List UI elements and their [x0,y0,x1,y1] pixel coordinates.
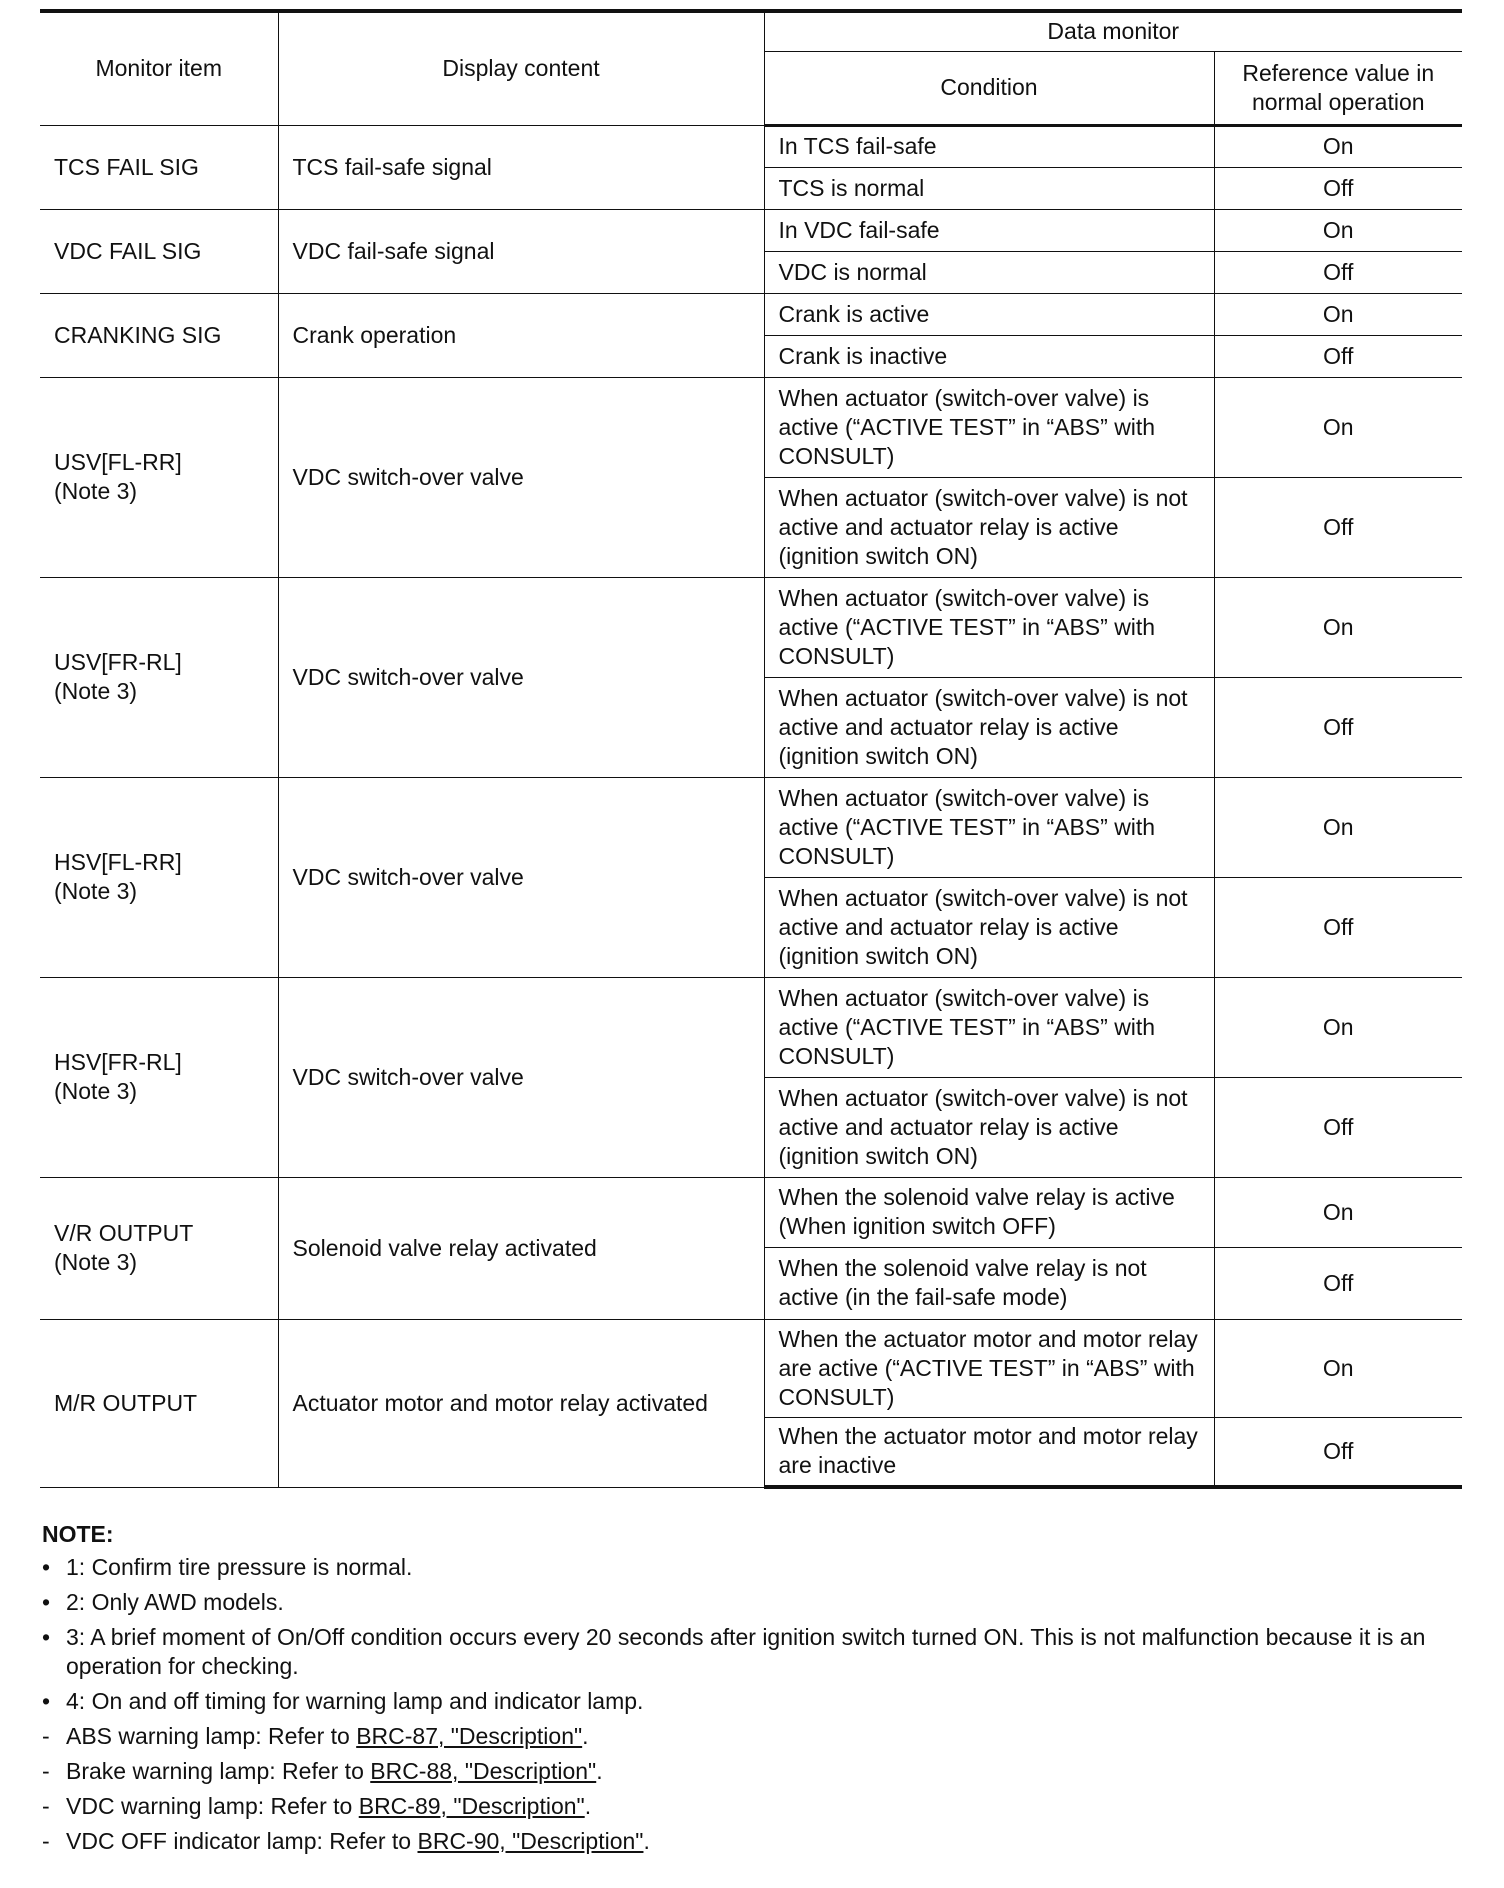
condition-cell: When the solenoid valve relay is not active (in the fail-safe mode) [764,1247,1214,1319]
table-body [40,125,1462,1487]
lamp-reference-text [66,1757,1462,1786]
condition-cell: When actuator (switch-over valve) is not active and actuator relay is active (ignition switch ON) [764,677,1214,777]
monitor-item-cell [40,977,278,1177]
condition-cell: Crank is active [764,293,1214,335]
reference-value-cell: Off [1214,877,1462,977]
dash-icon: - [42,1758,50,1784]
lamp-reference-text [66,1792,1462,1821]
monitor-item-line: (Note 3) [54,878,138,904]
condition-cell: When actuator (switch-over valve) is active (“ACTIVE TEST” in “ABS” with CONSULT) [764,977,1214,1077]
condition-cell: When actuator (switch-over valve) is not active and actuator relay is active (ignition switch ON) [764,477,1214,577]
monitor-item-line: USV[FR-RL] [54,649,182,675]
lamp-reference-text [66,1827,1462,1856]
reference-value-cell: On [1214,125,1462,167]
condition-cell: VDC is normal [764,251,1214,293]
monitor-item-line: (Note 3) [54,478,138,504]
condition-cell: When actuator (switch-over valve) is active (“ACTIVE TEST” in “ABS” with CONSULT) [764,777,1214,877]
reference-value-cell: Off [1214,1247,1462,1319]
display-content-cell: TCS fail-safe signal [278,125,764,209]
data-monitor-table [40,9,1462,1489]
display-content-cell: Solenoid valve relay activated [278,1177,764,1319]
table-row [40,209,1462,251]
header-data-monitor: Data monitor [764,11,1462,51]
condition-cell: When actuator (switch-over valve) is not active and actuator relay is active (ignition switch ON) [764,877,1214,977]
condition-cell: When the actuator motor and motor relay are active (“ACTIVE TEST” in “ABS” with CONSULT) [764,1319,1214,1417]
notes-bullet-list [42,1553,1462,1716]
display-content-cell: VDC switch-over valve [278,977,764,1177]
reference-value-cell: Off [1214,1417,1462,1487]
reference-value-cell: Off [1214,477,1462,577]
condition-cell: In VDC fail-safe [764,209,1214,251]
lamp-reference-end: . [582,1723,589,1749]
monitor-item-cell [40,1177,278,1319]
condition-cell: TCS is normal [764,167,1214,209]
table-row [40,1177,1462,1247]
bullet-icon: • [42,1554,51,1580]
monitor-item-line: CRANKING SIG [54,321,222,348]
table-row [40,577,1462,677]
monitor-item-line: V/R OUTPUT [54,1220,194,1246]
bullet-icon: • [42,1589,51,1615]
lamp-reference-end: . [643,1828,650,1854]
lamp-reference-item [42,1722,1462,1751]
reference-value-cell: On [1214,1319,1462,1417]
reference-value-cell: Off [1214,335,1462,377]
condition-cell: When actuator (switch-over valve) is active (“ACTIVE TEST” in “ABS” with CONSULT) [764,577,1214,677]
bullet-icon: • [42,1624,51,1650]
reference-link[interactable]: BRC-90, "Description" [417,1828,644,1854]
note-bullet-item [42,1687,1462,1716]
monitor-item-cell [40,777,278,977]
table-row [40,1319,1462,1417]
reference-value-cell: On [1214,777,1462,877]
display-content-cell: Actuator motor and motor relay activated [278,1319,764,1487]
note-bullet-text: 1: Confirm tire pressure is normal. [66,1554,413,1580]
note-bullet-item [42,1623,1462,1681]
reference-value-cell: On [1214,1177,1462,1247]
monitor-item-line: (Note 3) [54,1249,138,1275]
monitor-item-line: M/R OUTPUT [54,1389,198,1416]
dash-icon: - [42,1828,50,1854]
lamp-reference-label: ABS warning lamp: Refer to [66,1723,357,1749]
reference-value-cell: Off [1214,677,1462,777]
reference-value-cell: Off [1214,251,1462,293]
reference-link[interactable]: BRC-88, "Description" [370,1758,597,1784]
note-bullet-text: 2: Only AWD models. [66,1589,284,1615]
reference-value-cell: On [1214,377,1462,477]
condition-cell: When the actuator motor and motor relay are inactive [764,1417,1214,1487]
header-reference-value: Reference value in normal operation [1214,51,1462,125]
monitor-item-line: TCS FAIL SIG [54,153,199,180]
lamp-reference-item [42,1792,1462,1821]
reference-link[interactable]: BRC-87, "Description" [356,1723,583,1749]
notes-section [42,1520,1462,1862]
dash-icon: - [42,1793,50,1819]
condition-cell: When actuator (switch-over valve) is active (“ACTIVE TEST” in “ABS” with CONSULT) [764,377,1214,477]
monitor-item-cell [40,1319,278,1487]
table-row [40,125,1462,167]
reference-value-cell: Off [1214,167,1462,209]
reference-link[interactable]: BRC-89, "Description" [358,1793,585,1819]
monitor-item-line: (Note 3) [54,1078,138,1104]
condition-cell: In TCS fail-safe [764,125,1214,167]
lamp-reference-item [42,1757,1462,1786]
header-monitor-item: Monitor item [40,11,278,125]
table-row [40,293,1462,335]
reference-value-cell: Off [1214,1077,1462,1177]
header-display-content: Display content [278,11,764,125]
condition-cell: Crank is inactive [764,335,1214,377]
monitor-item-cell [40,125,278,209]
lamp-reference-end: . [584,1793,592,1819]
table-row [40,377,1462,477]
monitor-item-line: VDC FAIL SIG [54,237,202,264]
lamp-reference-item [42,1827,1462,1856]
note-bullet-text: 4: On and off timing for warning lamp and indicator lamp. [66,1688,644,1714]
lamp-reference-end: . [596,1758,603,1784]
monitor-item-line: HSV[FR-RL] [54,1049,182,1075]
note-bullet-item [42,1588,1462,1617]
condition-cell: When the solenoid valve relay is active (When ignition switch OFF) [764,1177,1214,1247]
notes-title: NOTE: [42,1521,114,1547]
dash-icon: - [42,1723,50,1749]
lamp-reference-text [66,1722,1462,1751]
monitor-item-line: USV[FL-RR] [54,449,182,475]
monitor-item-line: (Note 3) [54,678,138,704]
monitor-item-cell [40,293,278,377]
condition-cell: When actuator (switch-over valve) is not active and actuator relay is active (ignition switch ON) [764,1077,1214,1177]
display-content-cell: VDC fail-safe signal [278,209,764,293]
display-content-cell: Crank operation [278,293,764,377]
monitor-item-line: HSV[FL-RR] [54,849,182,875]
reference-value-cell: On [1214,977,1462,1077]
note-bullet-item [42,1553,1462,1582]
reference-value-cell: On [1214,293,1462,335]
note-bullet-text: 3: A brief moment of On/Off condition occurs every 20 seconds after ignition switch turned ON. This is not malfunction because it is an operation for checking. [66,1624,1426,1679]
reference-value-cell: On [1214,209,1462,251]
monitor-item-cell [40,377,278,577]
table-row [40,977,1462,1077]
display-content-cell: VDC switch-over valve [278,777,764,977]
bullet-icon: • [42,1688,51,1714]
lamp-reference-label: VDC OFF indicator lamp: Refer to [66,1828,418,1854]
display-content-cell: VDC switch-over valve [278,577,764,777]
reference-value-cell: On [1214,577,1462,677]
header-condition: Condition [764,51,1214,125]
monitor-item-cell [40,209,278,293]
table-row [40,777,1462,877]
lamp-reference-label: VDC warning lamp: Refer to [66,1793,359,1819]
lamp-reference-label: Brake warning lamp: Refer to [66,1758,371,1784]
monitor-item-cell [40,577,278,777]
notes-lamp-list [42,1722,1462,1856]
display-content-cell: VDC switch-over valve [278,377,764,577]
